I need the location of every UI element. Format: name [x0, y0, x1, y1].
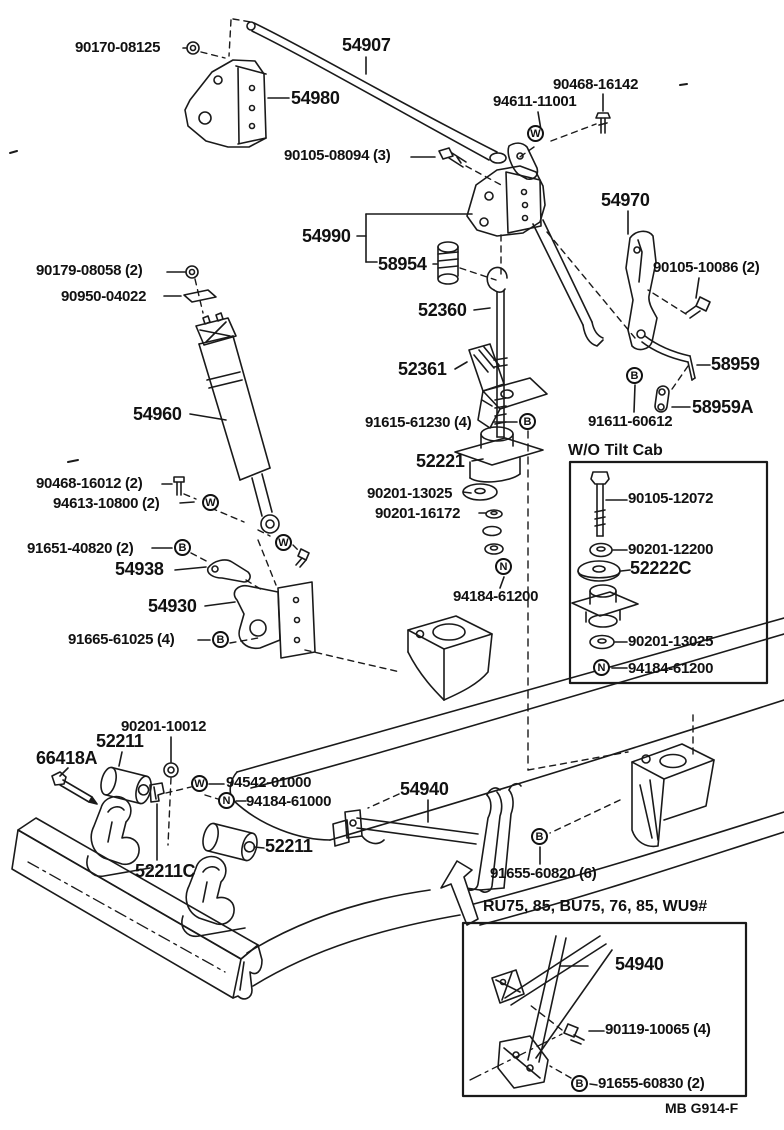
part-label-52221: 52221 — [416, 451, 465, 471]
part-label-54907: 54907 — [342, 35, 391, 55]
bolt-symbol-91615: B — [519, 413, 536, 430]
part-label-91615-61230: 91615-61230 (4) — [365, 414, 472, 431]
bolt-symbol-91655-60830: B — [571, 1075, 588, 1092]
part-label-91611-60612: 91611-60612 — [588, 413, 673, 430]
nut-symbol-inset: N — [593, 659, 610, 676]
part-label-94184-61200-inset: 94184-61200 — [628, 660, 714, 677]
part-label-90105-12072: 90105-12072 — [628, 490, 714, 507]
part-label-91651-40820: 91651-40820 (2) — [27, 540, 134, 557]
model-applicability-note: RU75, 85, BU75, 76, 85, WU9# — [483, 898, 708, 915]
part-label-54970: 54970 — [601, 190, 650, 210]
frame-side-bracket-drawing — [528, 715, 714, 864]
part-label-54930: 54930 — [148, 596, 197, 616]
part-label-54938: 54938 — [115, 559, 164, 579]
bolt-symbol-91611: B — [626, 367, 643, 384]
frame-pedestal-drawing — [408, 616, 492, 700]
part-label-91665-61025: 91665-61025 (4) — [68, 631, 175, 648]
part-label-91655-60820: 91655-60820 (6) — [490, 865, 597, 882]
part-label-90468-16142: 90468-16142 — [553, 76, 639, 93]
part-label-90950-04022: 90950-04022 — [61, 288, 147, 305]
drawing-code: MB G914-F — [665, 1100, 739, 1116]
part-label-52211c: 52211C — [135, 861, 196, 881]
part-label-54980: 54980 — [291, 88, 340, 108]
tension-spring-drawing — [433, 232, 635, 338]
part-label-54960: 54960 — [133, 404, 182, 424]
part-label-94184-61000: 94184-61000 — [246, 793, 332, 810]
inset-title-wo-tilt-cab: W/O Tilt Cab — [568, 442, 663, 459]
washer-symbol-94613: W — [202, 494, 219, 511]
bolt-symbol-91651: B — [174, 539, 191, 556]
part-label-91655-60830: 91655-60830 (2) — [598, 1075, 705, 1092]
part-label-90105-10086: 90105-10086 (2) — [653, 259, 760, 276]
stabilizer-bracket-drawing — [183, 19, 289, 147]
part-label-90201-13025: 90201-13025 — [367, 485, 453, 502]
lock-assembly-bolt-drawing — [411, 148, 503, 186]
part-label-90201-16172: 90201-16172 — [375, 505, 461, 522]
part-label-58959: 58959 — [711, 354, 760, 374]
lock-control-lever-drawing — [626, 211, 710, 349]
part-label-90170-08125: 90170-08125 — [75, 39, 161, 56]
part-label-54990: 54990 — [302, 226, 351, 246]
part-label-52211-rear: 52211 — [265, 836, 313, 856]
part-label-58959a: 58959A — [692, 397, 754, 417]
part-label-52360: 52360 — [418, 300, 467, 320]
bolt-symbol-91665: B — [212, 631, 229, 648]
part-label-58954: 58954 — [378, 254, 427, 274]
washer-symbol-94611: W — [527, 125, 544, 142]
model-variant-inset-drawing — [463, 923, 746, 1096]
part-label-94184-61200: 94184-61200 — [453, 588, 539, 605]
part-label-52222c: 52222C — [630, 558, 692, 578]
part-label-90179-08058: 90179-08058 (2) — [36, 262, 143, 279]
washer-symbol-shock-lower: W — [275, 534, 292, 551]
nut-symbol-94184-61000: N — [218, 792, 235, 809]
part-label-90468-16012: 90468-16012 (2) — [36, 475, 143, 492]
part-label-54940: 54940 — [400, 779, 449, 799]
part-label-90201-12200: 90201-12200 — [628, 541, 714, 558]
part-label-94611-11001: 94611-11001 — [493, 93, 577, 110]
part-label-52361: 52361 — [398, 359, 447, 379]
part-label-52211-front: 52211 — [96, 731, 144, 751]
part-label-94542-01000: 94542-01000 — [226, 774, 312, 791]
part-label-66418a: 66418A — [36, 748, 98, 768]
nut-symbol-94184-61200: N — [495, 558, 512, 575]
part-label-90201-13025-inset: 90201-13025 — [628, 633, 714, 650]
part-label-90119-10065: 90119-10065 (4) — [605, 1021, 711, 1038]
part-label-54940-inset: 54940 — [615, 954, 664, 974]
part-label-90105-08094: 90105-08094 (3) — [284, 147, 391, 164]
part-label-94613-10800: 94613-10800 (2) — [53, 495, 160, 512]
shock-bracket-drawing — [175, 540, 400, 672]
bolt-symbol-91655-60820: B — [531, 828, 548, 845]
washer-symbol-94542: W — [191, 775, 208, 792]
left-frame-beam-drawing — [12, 818, 262, 999]
part-label-90201-10012: 90201-10012 — [121, 718, 207, 735]
